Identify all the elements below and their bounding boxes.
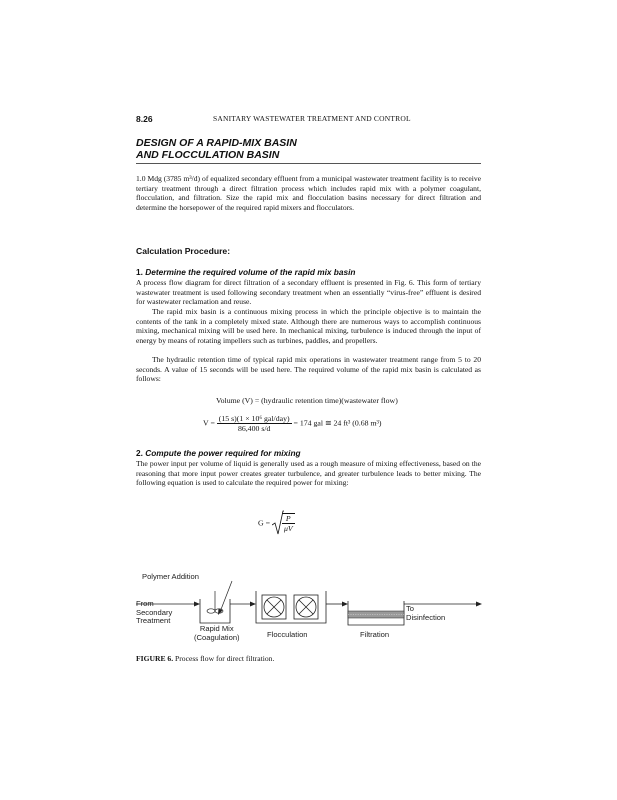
section-title-line-2: AND FLOCCULATION BASIN <box>136 149 280 161</box>
volume-equation: Volume (V) = (hydraulic retention time)(wastewater flow) <box>216 396 398 405</box>
rapid-mix-label-line-2: (Coagulation) <box>194 632 240 642</box>
g-equation-fraction <box>282 513 295 533</box>
g-equation-lhs: G = <box>258 518 270 528</box>
outlet-label-line-2: Disinfection <box>406 612 446 622</box>
step-2-title: Compute the power required for mixing <box>145 448 301 458</box>
outlet-label-line-1: To <box>406 604 415 613</box>
running-title: SANITARY WASTEWATER TREATMENT AND CONTROL <box>213 114 411 123</box>
figure-caption-text: Process flow for direct filtration. <box>175 654 275 663</box>
flocculation-label: Flocculation <box>267 630 308 639</box>
volume-calc-lhs: V = <box>203 418 215 428</box>
rapid-mix-label-line-1: Rapid Mix <box>199 624 234 633</box>
inlet-label <box>136 600 172 626</box>
step-1-paragraph-3: The hydraulic retention time of typical rapid mix operations in wastewater treatment range from 5 to 20 seconds. A value of 15 seconds will be used here. The required volume of the rapid mix basin is calculated as follows: <box>136 355 481 384</box>
title-divider <box>136 163 481 164</box>
rapid-mix-label <box>194 625 240 642</box>
filtration-label: Filtration <box>360 630 390 639</box>
velocity-gradient-equation <box>258 510 295 536</box>
step-1-paragraph-2: The rapid mix basin is a continuous mixing process in which the principle objective is to maintain the contents of the tank in a completely mixed state. Although there are numerous ways to accomplish continuous mixing, mechanical mixing will be used here. In mechanical mixing, turbulence is induced through the input of energy by means of rotating impellers such as turbines, paddles, and propellers. <box>136 307 481 345</box>
volume-calc-fraction <box>217 414 292 433</box>
volume-calc-numerator: (15 s)(1 × 10⁶ gal/day) <box>218 414 290 423</box>
process-flow-figure <box>136 572 482 655</box>
step-1-title: Determine the required volume of the rapid mix basin <box>145 267 356 277</box>
step-1-paragraph-1: A process flow diagram for direct filtration of a secondary effluent is presented in Fig. 6. This form of tertiary wastewater treatment is used following secondary treatment when an essentially “virus-free” effluent is desired for wastewater reclamation and reuse. <box>136 278 481 307</box>
inlet-label-line-3: Treatment <box>136 616 171 626</box>
step-1-number: 1. <box>136 267 143 277</box>
inlet-label-line-2: Secondary <box>136 607 173 617</box>
problem-statement: 1.0 Mdg (3785 m³/d) of equalized secondary effluent from a municipal wastewater treatment facility is to receive tertiary treatment through a direct filtration process which includes rapid mix with a polymer coagulant, flocculation, and filtration. Size the rapid mix and flocculation basins necessary for direct filtration and determine the horsepower of the required rapid mixers and flocculators. <box>136 174 481 212</box>
step-2-paragraph-1: The power input per volume of liquid is generally used as a rough measure of mixing effectiveness, based on the reasoning that more input power creates greater turbulence, and greater turbulence leads to better mixing. The following equation is used to calculate the required power for mixing: <box>136 459 481 488</box>
g-equation-denominator: μV <box>283 524 293 533</box>
inlet-label-line-1: From <box>136 599 154 608</box>
figure-caption <box>136 654 274 663</box>
volume-calculation <box>203 414 381 433</box>
volume-calc-rhs: = 174 gal ≅ 24 ft³ (0.68 m³) <box>293 418 382 428</box>
section-title-line-1: DESIGN OF A RAPID-MIX BASIN <box>136 137 297 149</box>
polymer-addition-label: Polymer Addition <box>142 572 199 581</box>
volume-calc-denominator: 86,400 s/d <box>237 424 271 433</box>
outlet-label <box>406 605 445 622</box>
g-equation-numerator: P <box>282 514 295 524</box>
running-header <box>136 114 481 124</box>
calculation-procedure-heading: Calculation Procedure: <box>136 246 231 256</box>
section-title <box>136 137 297 161</box>
page-number: 8.26 <box>136 114 153 124</box>
step-2-heading <box>136 448 301 458</box>
step-2-number: 2. <box>136 448 143 458</box>
figure-caption-label: FIGURE 6. <box>136 654 174 663</box>
step-1-heading <box>136 267 355 277</box>
